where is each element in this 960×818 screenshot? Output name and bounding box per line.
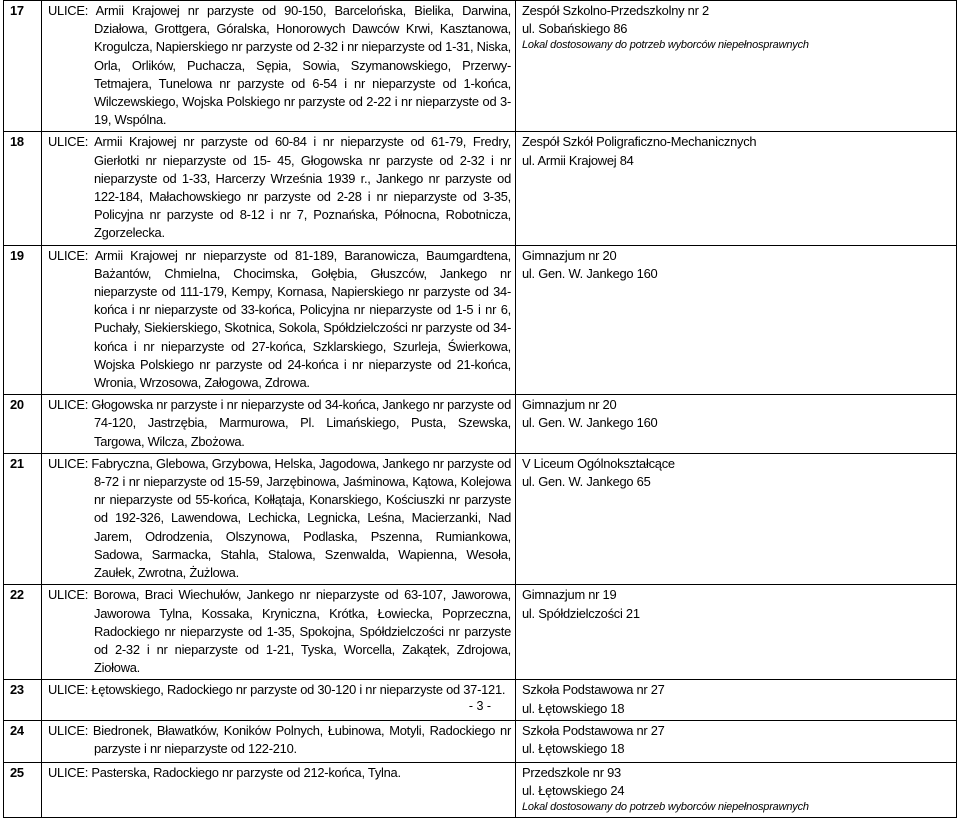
polling-place-address: ul. Armii Krajowej 84	[522, 152, 634, 168]
district-number: 17	[4, 1, 42, 132]
table-row	[4, 585, 957, 680]
polling-place-name: Gimnazjum nr 20	[522, 397, 617, 413]
districts-table	[3, 0, 957, 818]
polling-place-name: V Liceum Ogólnokształcące	[522, 455, 675, 471]
accessibility-note: Lokal dostosowany do potrzeb wyborców niepełnosprawnych	[522, 39, 809, 52]
accessibility-note: Lokal dostosowany do potrzeb wyborców niepełnosprawnych	[522, 801, 809, 814]
polling-place-name: Zespół Szkolno-Przedszkolny nr 2	[522, 3, 709, 18]
district-number: 22	[4, 585, 42, 680]
table-row	[4, 720, 957, 762]
district-number: 19	[4, 245, 42, 395]
page-number: - 3 -	[468, 699, 492, 713]
polling-place-cell	[516, 453, 957, 584]
district-number: 23	[4, 680, 42, 720]
polling-place-address: ul. Spółdzielczości 21	[522, 605, 640, 621]
polling-place-name: Zespół Szkół Poligraficzno-Mechanicznych	[522, 134, 757, 150]
streets-cell	[42, 453, 516, 584]
district-number: 20	[4, 395, 42, 454]
polling-place-address: ul. Sobańskiego 86	[522, 21, 628, 37]
table-row	[4, 762, 957, 817]
table-row	[4, 395, 957, 454]
polling-place-address: ul. Łętowskiego 18	[522, 740, 625, 756]
polling-place-address: ul. Łętowskiego 24	[522, 782, 625, 798]
streets-text: ULICE: Armii Krajowej nr nieparzyste od 81-189, Baranowicza, Baumgardtena, Bażantów, Chmielna, Chocimska, Gołębia, Głuszców, Jankego nr nieparzyste od 111-179, Kempy, Kornasa, Napierskiego nr parzyste od 34-końca i nr nieparzyste od 33-końca, Policyjna nr nieparzyste od 1-5 i nr 6, Puchały, Siekierskiego, Skotnica, Sokola, Spółdzielczości nr parzyste od 34-końca i nr nieparzyste od 27-końca, Szklarskiego, Szurleja, Świerkowa, Wojska Polskiego nr parzyste od 24-końca i nr nieparzyste od 21-końca, Wronia, Wrzosowa, Załogowa, Zdrowa.	[48, 247, 511, 391]
streets-cell	[42, 395, 516, 454]
table-row	[4, 245, 957, 395]
polling-place-cell	[516, 585, 957, 680]
streets-cell	[42, 1, 516, 132]
polling-place-cell	[516, 395, 957, 454]
polling-place-name: Szkoła Podstawowa nr 27	[522, 682, 665, 698]
district-number: 24	[4, 720, 42, 762]
polling-place-address: ul. Łętowskiego 18	[522, 700, 625, 716]
polling-place-name: Przedszkole nr 93	[522, 764, 621, 780]
streets-text: ULICE: Borowa, Braci Wiechułów, Jankego nr nieparzyste od 63-107, Jaworowa, Jaworowa Tylna, Kossaka, Kryniczna, Krótka, Łowiecka, Poprzeczna, Radockiego nr nieparzyste od 1-35, Spokojna, Spółdzielczości nr parzyste od 2-32 i nr nieparzyste od 1-21, Tyska, Worcella, Zakątek, Zdrojowa, Ziołowa.	[48, 587, 511, 676]
polling-place-name: Szkoła Podstawowa nr 27	[522, 722, 665, 738]
streets-cell	[42, 720, 516, 762]
polling-place-cell	[516, 245, 957, 395]
streets-cell	[42, 585, 516, 680]
district-number: 21	[4, 453, 42, 584]
polling-place-name: Gimnazjum nr 19	[522, 587, 617, 603]
district-number: 25	[4, 762, 42, 817]
polling-place-address: ul. Gen. W. Jankego 160	[522, 415, 658, 431]
streets-cell	[42, 132, 516, 245]
streets-text: ULICE: Armii Krajowej nr parzyste od 90-150, Barcelońska, Bielika, Darwina, Działowa, Grottgera, Góralska, Honorowych Dawców Krwi, Kasztanowa, Krogulcza, Napierskiego nr parzyste od 2-32 i nr nieparzyste od 1-31, Niska, Orla, Orlików, Puchacza, Sępia, Sowia, Szymanowskiego, Przerwy-Tetmajera, Tunelowa nr parzyste od 6-54 i nr nieparzyste od 1-końca, Wilczewskiego, Wojska Polskiego nr parzyste od 2-22 i nr nieparzyste od 3-19, Wspólna.	[48, 3, 511, 128]
polling-place-address: ul. Gen. W. Jankego 160	[522, 265, 658, 281]
streets-text: ULICE: Pasterska, Radockiego nr parzyste od 212-końca, Tylna.	[48, 764, 401, 780]
table-row	[4, 132, 957, 245]
streets-text: ULICE: Armii Krajowej nr parzyste od 60-84 i nr nieparzyste od 61-79, Fredry, Gierłotki nr nieparzyste od 15- 45, Głogowska nr parzyste od 2-32 i nr nieparzyste od 1-33, Harcerzy Września 1939 r., Jankego nr parzyste od 122-184, Małachowskiego nr parzyste od 2-28 i nr nieparzyste od 3-35, Policyjna nr parzyste od 8-12 i nr 7, Poznańska, Północna, Robotnicza, Zgorzelecka.	[48, 134, 511, 241]
streets-text: ULICE: Fabryczna, Glebowa, Grzybowa, Helska, Jagodowa, Jankego nr parzyste od 8-72 i nr nieparzyste od 15-59, Jarzębinowa, Jaśminowa, Kątowa, Kolejowa nr nieparzyste od 55-końca, Kołłątaja, Konarskiego, Kościuszki nr parzyste od 192-326, Lawendowa, Lechicka, Legnicka, Leśna, Macierzanki, Nad Jarem, Odrodzenia, Olszynowa, Podlaska, Pszenna, Rumiankowa, Sadowa, Sarmacka, Stahla, Stalowa, Szenwalda, Wapienna, Wesoła, Zaułek, Zwrotna, Żużlowa.	[48, 455, 511, 581]
streets-text: ULICE: Głogowska nr parzyste i nr nieparzyste od 34-końca, Jankego nr parzyste od 74-120, Jastrzębia, Marmurowa, Pl. Limańskiego, Pusta, Szewska, Targowa, Wilcza, Zbożowa.	[48, 397, 511, 449]
streets-text: ULICE: Łętowskiego, Radockiego nr parzyste od 30-120 i nr nieparzyste od 37-121.	[48, 682, 506, 698]
streets-cell	[42, 245, 516, 395]
polling-place-cell	[516, 132, 957, 245]
polling-place-cell	[516, 762, 957, 817]
polling-place-cell	[516, 720, 957, 762]
table-row	[4, 1, 957, 132]
polling-place-address: ul. Gen. W. Jankego 65	[522, 474, 651, 490]
streets-text: ULICE: Biedronek, Bławatków, Koników Polnych, Łubinowa, Motyli, Radockiego nr parzyste i nr nieparzyste od 122-210.	[48, 722, 511, 756]
polling-place-cell	[516, 1, 957, 132]
table-row	[4, 453, 957, 584]
streets-cell	[42, 762, 516, 817]
district-number: 18	[4, 132, 42, 245]
polling-place-name: Gimnazjum nr 20	[522, 247, 617, 263]
